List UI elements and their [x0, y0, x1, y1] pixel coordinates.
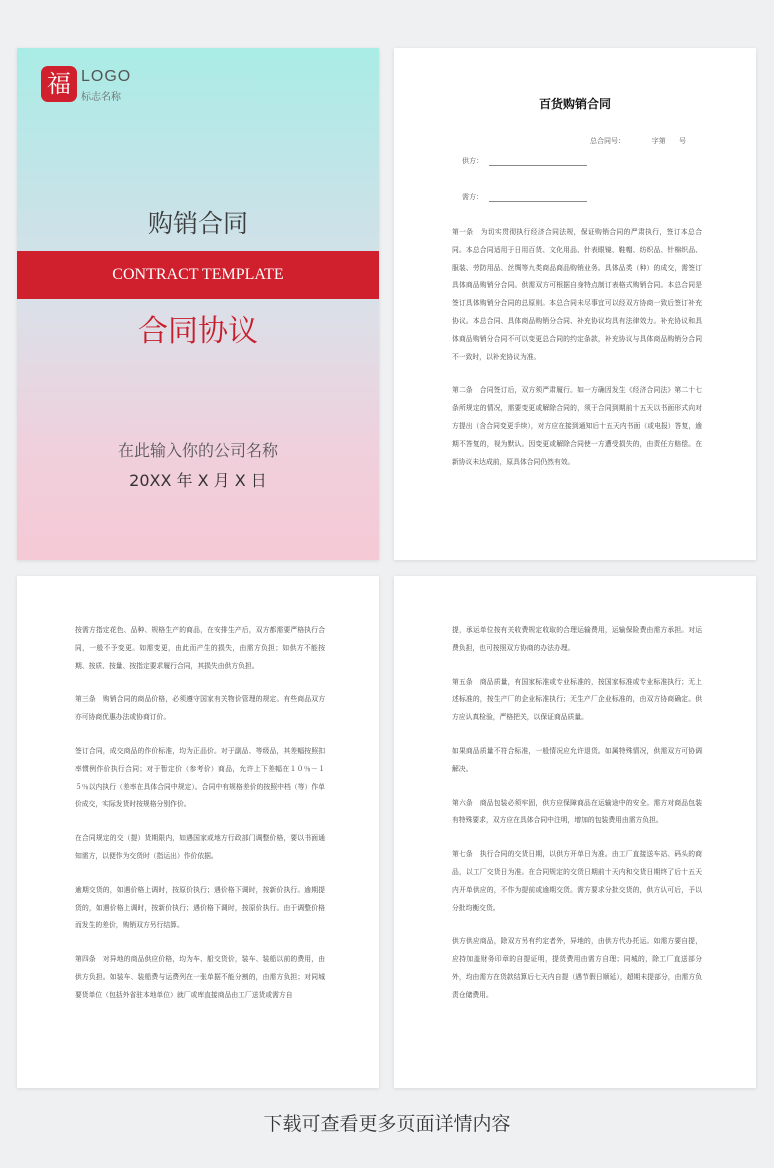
download-caption: 下载可查看更多页面详情内容 [263, 1113, 511, 1135]
paragraph: 第六条 商品包装必须牢固，供方应保障商品在运输途中的安全。需方对商品包装有特殊要求，双方应在具体合同中注明，增加的包装费用由需方负担。 [452, 798, 702, 825]
contract-number: 总合同号： 字第 号 [590, 137, 687, 145]
paragraph: 如果商品质量不符合标准，一般情况应允许退货。如属特殊情况，供需双方可协调解决。 [452, 746, 702, 773]
contract-page-2 [17, 576, 379, 1088]
cover-page [17, 48, 379, 560]
page1-body [452, 224, 702, 471]
contract-page-1 [394, 48, 756, 560]
paragraph: 逾期交货的，如遇价格上调时，按原价执行；遇价格下调时，按新价执行。逾期提货的，如遇价格上调时，按新价执行；遇价格下调时，按原价执行。由于调整价格而发生的差价，购销双方另行结算。 [75, 885, 325, 930]
cover-subtitle: 合同协议 [138, 314, 258, 349]
paragraph: 第二条 合同签订后，双方须严肃履行。如一方确因发生《经济合同法》第二十七条所规定的情况，需要变更或解除合同的，须于合同到期前十五天以书面形式向对方提出（含合同变更手续），对方应在接到通知后十五天内书面（或电报）答复，逾期不答复的，视为默认。因变更或解除合同使一方遭受损失的，由责任方赔偿。在新协议未达成前，原具体合同仍然有效。 [452, 386, 702, 466]
contract-page-3 [394, 576, 756, 1088]
paragraph: 供方供应商品，除双方另有约定者外，异地的，由供方代办托运。如需方要自提，应持加盖财务印章的自提证明，提货费用由需方自理；同城的，除工厂直送部分外，均由需方在货款结算后七天内自提（遇节假日顺延），超期未提部分，由需方负责仓储费用。 [452, 937, 702, 999]
paragraph: 第三条 购销合同的商品价格，必须遵守国家有关物价管理的规定。有些商品双方亦可协商优惠办法或协商订价。 [75, 695, 325, 722]
paragraph: 提，承运单位按有关收费规定收取的合理运输费用，运输保险费由需方承担。对运费负担，也可按照双方协商的办法办理。 [452, 626, 702, 652]
buyer-line [489, 193, 587, 202]
page2-body [75, 622, 325, 1005]
paragraph: 第七条 执行合同的交货日期，以供方开单日为准。由工厂直接送车站、码头的商品，以工厂交货日为准。在合同规定的交货日期前十天内和交货日期终了后十五天内开单供应的，不作为提前或逾期交货。需方要求分批交货的，供方认可后，予以分批均衡交货。 [452, 850, 702, 912]
paragraph: 第五条 商品质量，有国家标准或专业标准的，按国家标准或专业标准执行；无上述标准的，按生产厂的企业标准执行；无生产厂企业标准的，由双方协商确定。供方应认真检验，严格把关，以保证商品质量。 [452, 677, 702, 722]
logo-text: LOGO [81, 68, 132, 85]
buyer-field [462, 192, 587, 202]
paragraph: 第四条 对异地的商品供应价格，均为车、船交货价，装车、装船以前的费用，由供方负担。如装车、装船费与运费列在一张单据不能分割的，由需方负担；对同城要货单位（包括外省驻本地单位）就厂或库直接商品由工厂送货或需方自 [75, 955, 325, 999]
cover-band-text: CONTRACT TEMPLATE [112, 266, 284, 283]
paragraph: 按需方指定花色、品种、规格生产的商品，在安排生产后，双方都需要严格执行合同，一般不予变更。如需变更，由此而产生的损失，由需方负担；如供方不能按期、按质、按量、按指定要求履行合同，其损失由供方负担。 [75, 626, 325, 670]
document-title: 百货购销合同 [538, 97, 611, 111]
page3-body [452, 622, 702, 1005]
company-name: 在此输入你的公司名称 [117, 441, 278, 460]
paragraph: 第一条 为切实贯彻执行经济合同法规，保证购销合同的严肃执行，签订本总合同。本总合同适用于日用百货、文化用品、针表眼镜、鞋帽、纺织品、针棉织品、服装、劳防用品、丝绸等九类商品商品购销业务。具体品类（种）的成交，需签订具体商品购销分合同。供需双方可根据自身特点制订表格式购销合同。本总合同是签订具体购销分合同的总原则。本总合同未尽事宜可以经双方协商一致后签订补充协议。本总合同、具体商品购销分合同、补充协议均具有法律效力。补充协议和具体商品购销分合同不可以变更总合同的约定条款，补充协议与具体商品购销分合同不一致时，以补充协议为准。 [452, 228, 702, 361]
supplier-line [489, 157, 587, 166]
logo-icon: 福 [41, 66, 77, 102]
paragraph: 在合同规定的交（提）货期限内，如遇国家或地方行政部门调整价格，要以书面通知需方，以便作为交货时（指运出）作价依据。 [75, 834, 325, 860]
supplier-field [462, 156, 587, 166]
paragraph: 签订合同，成交商品的作价标准，均为正品价。对于副品、等级品，其差幅按照扣率惯例作价执行合同；对于暂定价（参考价）商品，允许上下差幅在１０％－１５％以内执行（差率在具体合同中规定）。合同中有规格差价的按照中档（等）作单价成交，实际发货时按规格分别作价。 [75, 746, 325, 809]
cover-title: 购销合同 [147, 209, 248, 238]
buyer-label: 需方： [462, 193, 483, 201]
supplier-label: 供方： [462, 157, 483, 165]
logo-subtext: 标志名称 [81, 92, 121, 103]
cover-band [17, 251, 379, 299]
cover-date: 20XX 年 X 月 X 日 [129, 471, 267, 490]
